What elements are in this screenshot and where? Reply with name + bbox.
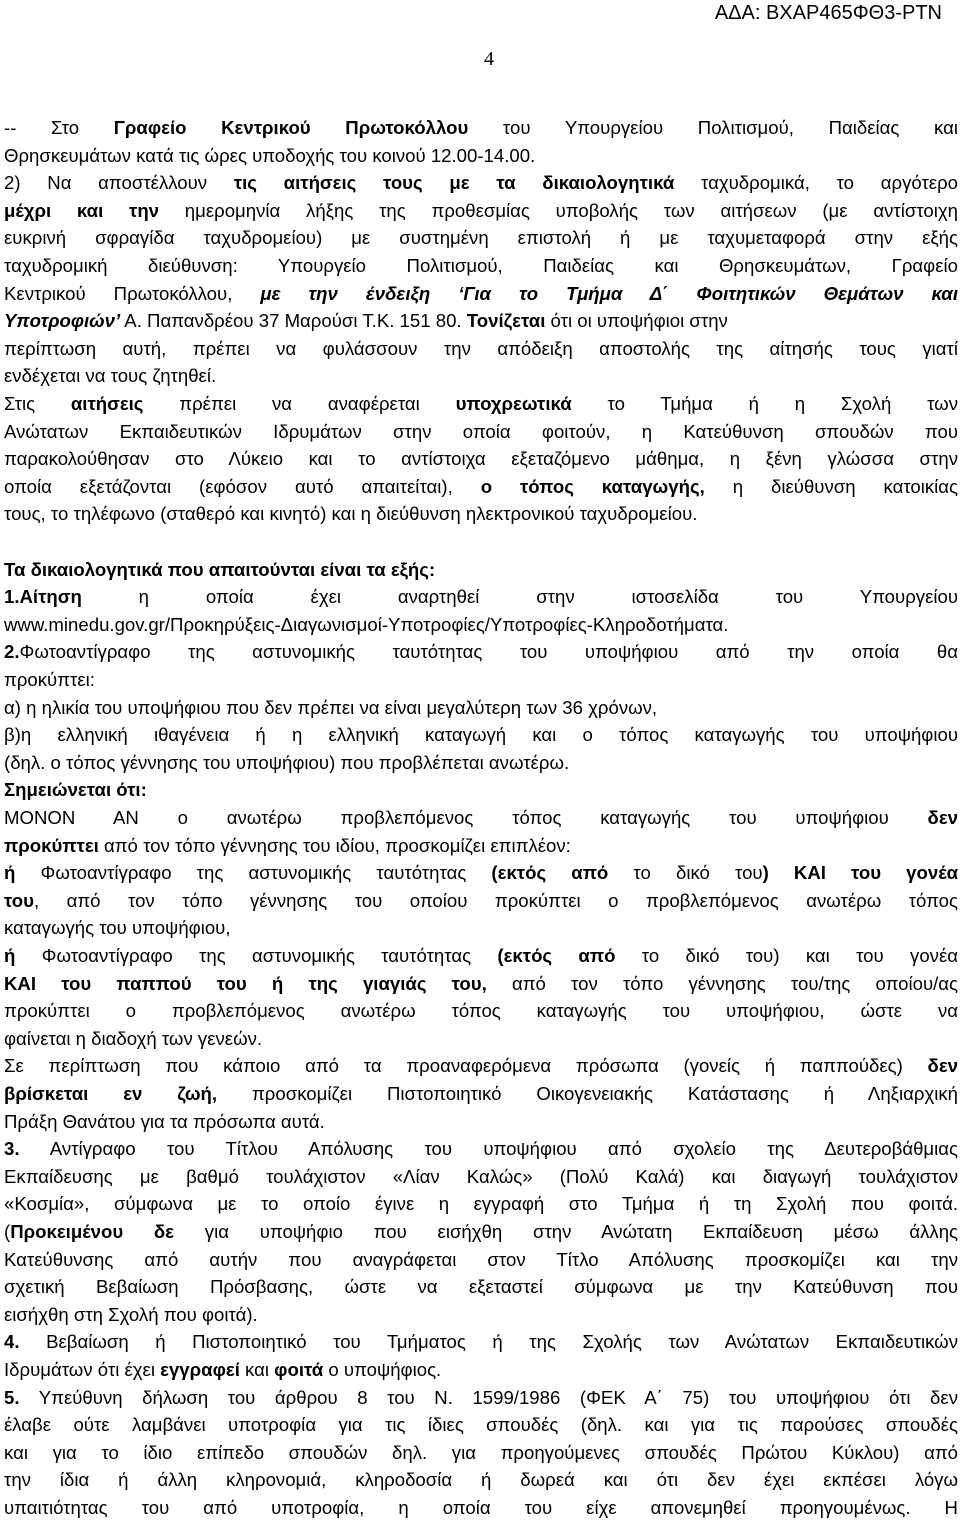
text-run: περίπτωση αυτή, πρέπει να φυλάσσουν την απόδειξη αποστολής της αίτησής τους γιατί — [4, 337, 958, 359]
text-run: 3. — [4, 1138, 20, 1160]
text-line — [4, 1247, 958, 1273]
text-line — [4, 833, 958, 859]
text-run: πρέπει να αναφέρεται — [143, 393, 456, 414]
text-run: μέχρι και την — [4, 199, 160, 221]
text-run: το δικό του — [608, 862, 763, 884]
text-line — [4, 1274, 958, 1300]
text-line — [4, 998, 958, 1024]
text-run: προσκομίζει Πιστοποιητικό Οικογενειακής Κατάστασης ή Ληξιαρχική — [217, 1083, 958, 1104]
text-line — [4, 501, 958, 527]
text-run: δεν — [927, 807, 958, 828]
text-run: σχετική Βεβαίωση Πρόσβασης, ώστε να εξεταστεί σύμφωνα με την Κατεύθυνση που — [4, 1276, 958, 1298]
text-run: Σημειώνεται ότι: — [4, 779, 147, 801]
text-run: ημερομηνία λήξης της προθεσμίας υποβολής των αιτήσεων (με αντίστοιχη — [159, 199, 958, 221]
text-run: υπαιτιότητας του από υποτροφία, η οποία του είχε απονεμηθεί προηγουμένως. Η — [4, 1497, 958, 1518]
text-line — [4, 1412, 958, 1438]
text-run: αιτήσεις — [70, 393, 144, 414]
text-line — [4, 971, 958, 997]
text-run: τις αιτήσεις τους με τα δικαιολογητικά — [233, 172, 675, 194]
text-line — [4, 446, 958, 472]
text-run: 1.Αίτηση — [4, 586, 82, 608]
text-run: ΜΟΝΟΝ ΑΝ — [4, 807, 139, 828]
text-run: καταγωγής του υποψήφιου, — [4, 917, 231, 939]
text-run: ενδέχεται να τους ζητηθεί. — [4, 365, 217, 387]
text-line — [4, 1302, 958, 1328]
text-line — [4, 170, 958, 196]
text-line — [4, 805, 958, 831]
text-run: α) η ηλικία του υποψήφιου που δεν πρέπει να είναι μεγαλύτερη των 36 χρόνων, — [4, 696, 658, 718]
text-run: δεν — [927, 1055, 958, 1077]
text-run: ότι οι υποψήφιοι στην — [545, 310, 728, 332]
text-run: υποχρεωτικά — [455, 393, 572, 414]
text-line — [4, 639, 958, 665]
text-run: του Υπουργείου Πολιτισμού, Παιδείας και — [468, 117, 958, 138]
text-run: Εκπαίδευσης με βαθμό τουλάχιστον «Λίαν Καλώς» (Πολύ Καλά) και διαγωγή τουλάχιστον — [4, 1165, 958, 1187]
text-line — [4, 860, 958, 886]
text-run: www.minedu.gov.gr/Προκηρύξεις-Διαγωνισμοί-Υποτροφίες/Υποτροφίες-Κληροδοτήματα. — [4, 613, 729, 635]
text-run: ταχυδρομική διεύθυνση: Υπουργείο Πολιτισμού, Παιδείας και Θρησκευμάτων, Γραφείο — [4, 255, 958, 276]
text-run: Τα δικαιολογητικά που απαιτούνται είναι τα εξής: — [4, 558, 436, 580]
text-run: , από τον τόπο γέννησης του οποίου προκύπτει ο προβλεπόμενος ανωτέρω τόπος — [33, 889, 958, 911]
text-run: (εκτός από — [497, 945, 616, 966]
text-run: το Τμήμα ή η Σχολή των — [571, 393, 958, 414]
text-run: παρακολούθησαν στο Λύκειο και το αντίστοιχα εξεταζόμενο μάθημα, η ξένη γλώσσα στην — [4, 448, 958, 470]
text-run: εισήχθη στη Σχολή που φοιτά). — [4, 1303, 258, 1325]
text-run: ο ανωτέρω προβλεπόμενος τόπος καταγωγής του υποψήφιου — [138, 807, 928, 828]
page-number: 4 — [484, 48, 494, 70]
text-run: ή — [4, 862, 16, 884]
ada-code: ΑΔΑ: ΒΧΑΡ465ΦΘ3-ΡΤΝ — [714, 2, 942, 24]
text-line — [4, 225, 958, 251]
text-run: με την ένδειξη ‘Για το Τμήμα Δ΄ Φοιτητικών Θεμάτων και — [260, 282, 959, 304]
text-run: «Κοσμία», σύμφωνα με το οποίο έγινε η εγγραφή στο Τμήμα ή τη Σχολή που φοιτά. — [4, 1193, 958, 1215]
text-line — [4, 1164, 958, 1190]
text-run: 2. — [4, 641, 20, 663]
text-run: ) ΚΑΙ του γονέα — [762, 862, 959, 884]
text-line — [4, 557, 958, 583]
text-run: Γραφείο Κεντρικού Πρωτοκόλλου — [113, 117, 469, 138]
text-line — [4, 281, 958, 307]
text-run: ταχυδρομικά, το αργότερο — [674, 172, 959, 194]
text-line — [4, 1136, 958, 1162]
text-line — [4, 1329, 958, 1355]
text-line — [4, 474, 958, 500]
text-line — [4, 1026, 958, 1052]
text-run: η οποία έχει αναρτηθεί στην ιστοσελίδα του Υπουργείου — [81, 586, 958, 608]
text-run: από τον τόπο γέννησης του/της οποίου/ας — [486, 972, 958, 994]
text-run: Πράξη Θανάτου για τα πρόσωπα αυτά. — [4, 1110, 325, 1132]
text-run: Ανώτατων Εκπαιδευτικών Ιδρυμάτων στην οποία φοιτούν, η Κατεύθυνση σπουδών που — [4, 420, 958, 442]
text-run: β)η ελληνική ιθαγένεια ή η ελληνική καταγωγή και ο τόπος καταγωγής του υποψήφιου — [4, 724, 958, 746]
text-run: έλαβε ούτε λαμβάνει υποτροφία για τις ίδιες σπουδές (δηλ. και για τις παρούσες σπουδές — [4, 1414, 958, 1436]
text-run: Θρησκευμάτων κατά τις ώρες υποδοχής του κοινού 12.00-14.00. — [4, 144, 536, 166]
text-line — [4, 1081, 958, 1107]
text-run: ευκρινή σφραγίδα ταχυδρομείου) με συστημένη επιστολή ή με ταχυμεταφορά στην εξής — [4, 227, 958, 249]
text-run: ( — [4, 1221, 11, 1242]
text-run: Αντίγραφο του Τίτλου Απόλυσης του υποψήφιου από σχολείο της Δευτεροβάθμιας — [19, 1138, 958, 1160]
text-run: Υποτροφιών’ — [4, 310, 121, 332]
text-run: Κατεύθυνσης από αυτήν που αναγράφεται στον Τίτλο Απόλυσης προσκομίζει και την — [4, 1248, 958, 1270]
text-line — [4, 363, 958, 389]
text-line — [4, 1219, 958, 1245]
text-line — [4, 336, 958, 362]
text-run: Ιδρυμάτων ότι έχει — [4, 1359, 161, 1380]
text-run: ο υποψήφιος. — [323, 1359, 442, 1380]
text-run: 2) Να αποστέλλουν — [4, 172, 234, 194]
text-run: προκύπτει — [4, 834, 99, 856]
text-line — [4, 253, 958, 279]
text-run: του — [4, 889, 34, 911]
text-line — [4, 391, 958, 417]
text-run: οποία εξετάζονται (εφόσον αυτό απαιτείται), — [4, 475, 481, 497]
text-run: ο τόπος καταγωγής, — [480, 475, 705, 497]
text-run: Φωτοαντίγραφο της αστυνομικής ταυτότητας — [15, 862, 492, 884]
text-run: για υποψήφιο που εισήχθη στην Ανώτατη Εκπαίδευση μέσω άλλης — [174, 1221, 959, 1242]
text-line — [4, 1357, 958, 1383]
text-line — [4, 1467, 958, 1493]
text-run: ή — [4, 945, 16, 966]
text-run: (δηλ. ο τόπος γέννησης του υποψήφιου) που προβλέπεται ανωτέρω. — [4, 751, 570, 773]
text-run: ΚΑΙ του παππού του ή της γιαγιάς του, — [4, 972, 487, 994]
text-run: 5. — [4, 1386, 20, 1408]
text-line — [4, 695, 958, 721]
text-run: -- Στο — [4, 117, 114, 138]
text-run: το δικό του) και του γονέα — [615, 945, 958, 966]
text-line — [4, 1385, 958, 1411]
text-line — [4, 143, 958, 169]
text-run: Προκειμένου δε — [10, 1221, 175, 1242]
text-run: Σε περίπτωση που κάποιο από τα προαναφερόμενα πρόσωπα (γονείς ή παππούδες) — [4, 1055, 928, 1077]
text-run: Φωτοαντίγραφο της αστυνομικής ταυτότητας του υποψήφιου από την οποία θα — [19, 641, 958, 663]
text-line — [4, 115, 958, 141]
text-line — [4, 1191, 958, 1217]
text-line — [4, 888, 958, 914]
text-run: τους, το τηλέφωνο (σταθερό και κινητό) και η διεύθυνση ηλεκτρονικού ταχυδρομείου. — [4, 503, 698, 525]
text-run: Τονίζεται — [466, 310, 546, 332]
text-line — [4, 529, 958, 555]
text-run: 4. — [4, 1331, 20, 1353]
text-run: από τον τόπο γέννησης του ιδίου, προσκομίζει επιπλέον: — [98, 834, 571, 856]
text-run: προκύπτει ο προβλεπόμενος ανωτέρω τόπος καταγωγής του υποψήφιου, ώστε να — [4, 1000, 958, 1022]
text-run: η διεύθυνση κατοικίας — [704, 475, 959, 497]
text-line — [4, 667, 958, 693]
text-line — [4, 1440, 958, 1466]
text-run: φαίνεται η διαδοχή των γενεών. — [4, 1027, 263, 1049]
text-line — [4, 419, 958, 445]
text-run: Στις — [4, 393, 71, 414]
text-run: (εκτός από — [491, 862, 609, 884]
text-run: Κεντρικού Πρωτοκόλλου, — [4, 282, 261, 304]
text-run: και — [239, 1359, 275, 1380]
text-line — [4, 750, 958, 776]
text-line — [4, 943, 958, 969]
text-run: Βεβαίωση ή Πιστοποιητικό του Τμήματος ή της Σχολής των Ανώτατων Εκπαιδευτικών — [19, 1331, 958, 1353]
text-line — [4, 915, 958, 941]
text-line — [4, 722, 958, 748]
text-line — [4, 1109, 958, 1135]
text-run: Φωτοαντίγραφο της αστυνομικής ταυτότητας — [15, 945, 498, 966]
text-run: προκύπτει: — [4, 669, 95, 690]
text-line — [4, 1053, 958, 1079]
text-line — [4, 584, 958, 610]
text-run: βρίσκεται εν ζωή, — [4, 1083, 218, 1104]
text-line — [4, 198, 958, 224]
text-run: και για το ίδιο επίπεδο σπουδών δηλ. για προηγούμενες σπουδές Πρώτου Κύκλου) από — [4, 1441, 958, 1463]
text-run: εγγραφεί — [160, 1359, 240, 1380]
text-run: Α. Παπανδρέου 37 Μαρούσι Τ.Κ. 151 80. — [120, 310, 467, 332]
text-run: φοιτά — [274, 1359, 324, 1380]
text-run: Υπεύθυνη δήλωση του άρθρου 8 του Ν. 1599/1986 (ΦΕΚ Α΄ 75) του υποψήφιου ότι δεν — [19, 1386, 958, 1408]
text-line — [4, 1495, 958, 1521]
text-line — [4, 612, 958, 638]
text-line — [4, 308, 958, 334]
text-run: την ίδια ή άλλη κληρονομιά, κληροδοσία ή δωρεά και ότι δεν έχει εκπέσει λόγω — [4, 1469, 958, 1491]
text-line — [4, 777, 958, 803]
